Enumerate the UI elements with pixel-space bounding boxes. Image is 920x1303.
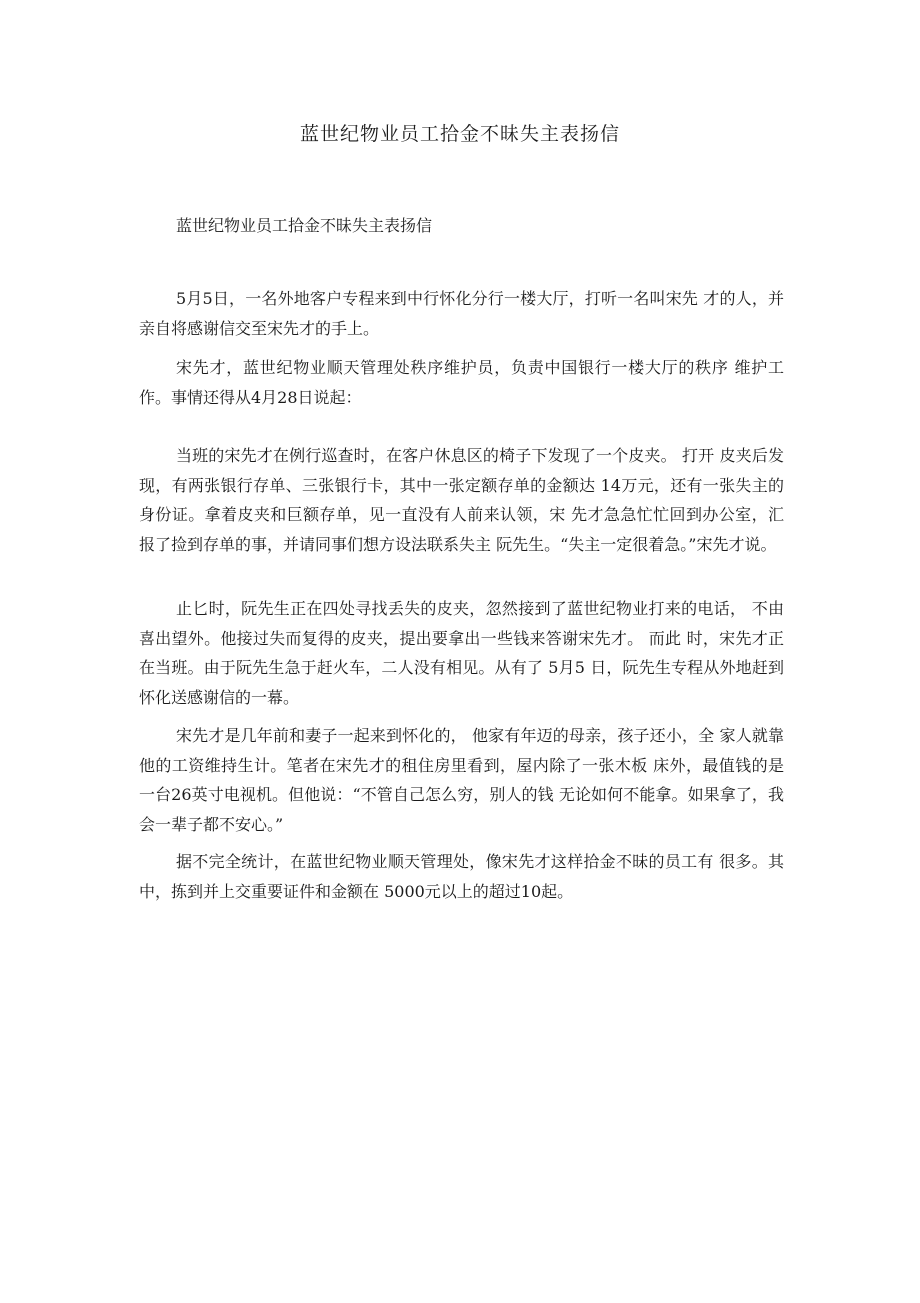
page-title: 蓝世纪物业员工拾金不昧失主表扬信: [299, 123, 620, 145]
paragraph-1: 5月5日，一名外地客户专程来到中行怀化分行一楼大厅，打听一名叫宋先 才的人，并亲自将感谢信交至宋先才的手上。: [139, 289, 784, 338]
paragraph-5: 宋先才是几年前和妻子一起来到怀化的， 他家有年迈的母亲，孩子还小，全 家人就靠他的工资维持生计。笔者在宋先才的租住房里看到，屋内除了一张木板 床外，最值钱的是一台26英寸电视机。但他说：“不管自己怎么穷，别人的钱 无论如何不能拿。如果拿了，我会一辈子都不安心。”: [139, 726, 784, 834]
paragraph-2: 宋先才，蓝世纪物业顺天管理处秩序维护员，负责中国银行一楼大厅的秩序 维护工作。事情还得从4月28日说起：: [139, 358, 784, 407]
subtitle: 蓝世纪物业员工拾金不昧失主表扬信: [176, 216, 433, 235]
paragraph-6: 据不完全统计，在蓝世纪物业顺天管理处，像宋先才这样拾金不昧的员工有 很多。其中，拣到并上交重要证件和金额在 5000元以上的超过10起。: [139, 852, 784, 901]
paragraph-3: 当班的宋先才在例行巡查时，在客户休息区的椅子下发现了一个皮夹。 打开 皮夹后发现，有两张银行存单、三张银行卡，其中一张定额存单的金额达 14万元，还有一张失主的身份证。拿着皮夹和巨额存单，见一直没有人前来认领，宋 先才急急忙忙回到办公室，汇报了捡到存单的事，并请同事们想方设法联系失主 阮先生。“失主一定很着急。”宋先才说。: [139, 446, 784, 554]
paragraph-4: 止匕时，阮先生正在四处寻找丢失的皮夹，忽然接到了蓝世纪物业打来的电话， 不由喜出望外。他接过失而复得的皮夹，提出要拿出一些钱来答谢宋先才。 而此 时，宋先才正在当班。由于阮先生急于赶火车，二人没有相见。从有了 5月5 日，阮先生专程从外地赶到怀化送感谢信的一幕。: [139, 599, 784, 707]
